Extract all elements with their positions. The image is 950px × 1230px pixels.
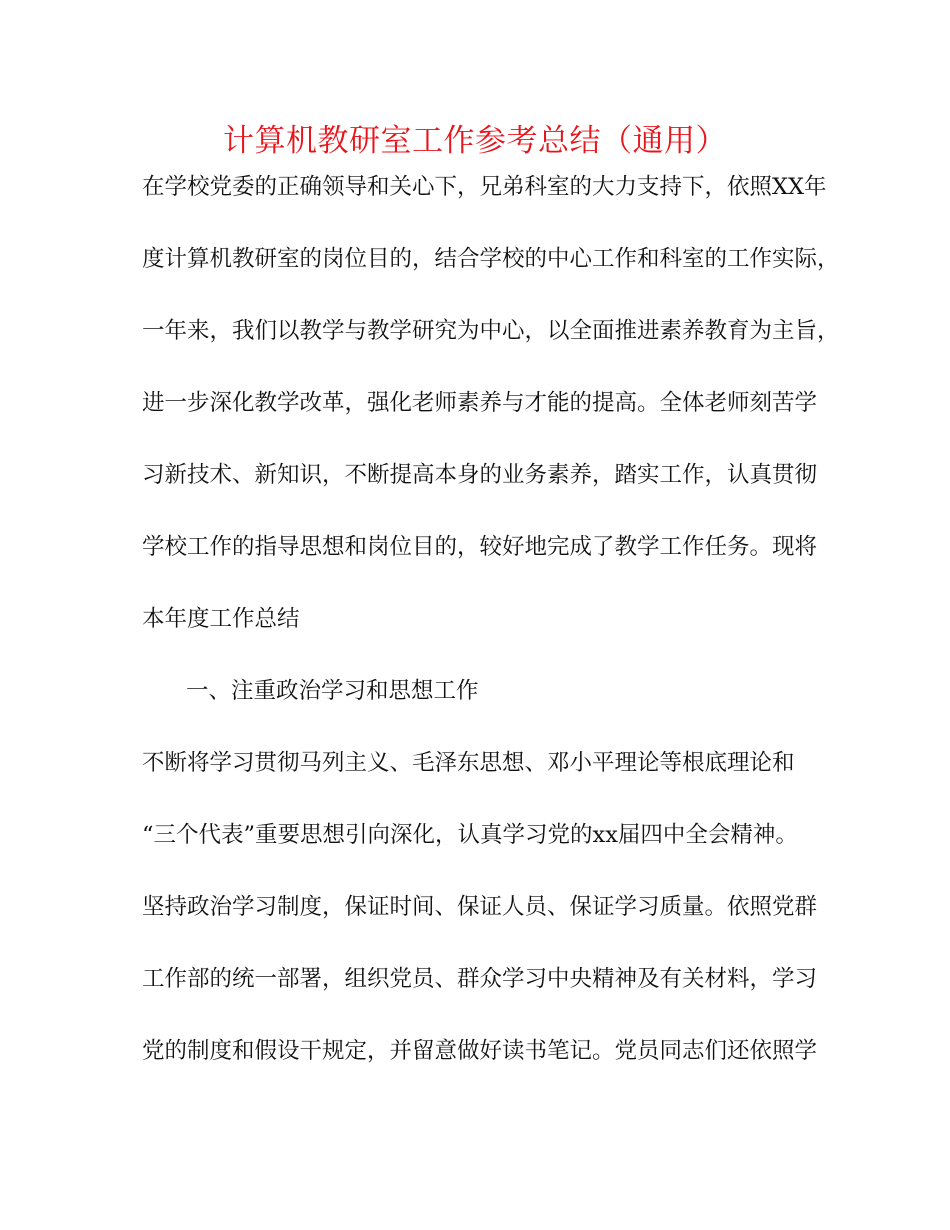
body-line-11: 坚持政治学习制度，保证时间、保证人员、保证学习质量。依照党群 [142,894,818,920]
body-line-1: 在学校党委的正确领导和关心下，兄弟科室的大力支持下，依照XX年 [142,174,827,200]
body-line-3: 一年来，我们以教学与教学研究为中心，以全面推进素养教育为主旨， [142,318,840,344]
body-line-2: 度计算机教研室的岗位目的，结合学校的中心工作和科室的工作实际， [142,246,840,272]
body-line-10: “三个代表”重要思想引向深化，认真学习党的xx届四中全会精神。 [142,822,798,848]
document-title: 计算机教研室工作参考总结（通用） [223,123,727,159]
body-line-4: 进一步深化教学改革，强化老师素养与才能的提高。全体老师刻苦学 [142,390,818,416]
body-line-12: 工作部的统一部署，组织党员、群众学习中央精神及有关材料，学习 [142,966,818,992]
body-line-6: 学校工作的指导思想和岗位目的，较好地完成了教学工作任务。现将 [142,534,818,560]
body-line-7: 本年度工作总结 [142,606,300,632]
body-line-9: 不断将学习贯彻马列主义、毛泽东思想、邓小平理论等根底理论和 [142,750,795,776]
section-heading: 一、注重政治学习和思想工作 [186,678,479,704]
body-line-13: 党的制度和假设干规定，并留意做好读书笔记。党员同志们还依照学 [142,1038,818,1064]
body-line-5: 习新技术、新知识，不断提高本身的业务素养，踏实工作，认真贯彻 [142,462,818,488]
